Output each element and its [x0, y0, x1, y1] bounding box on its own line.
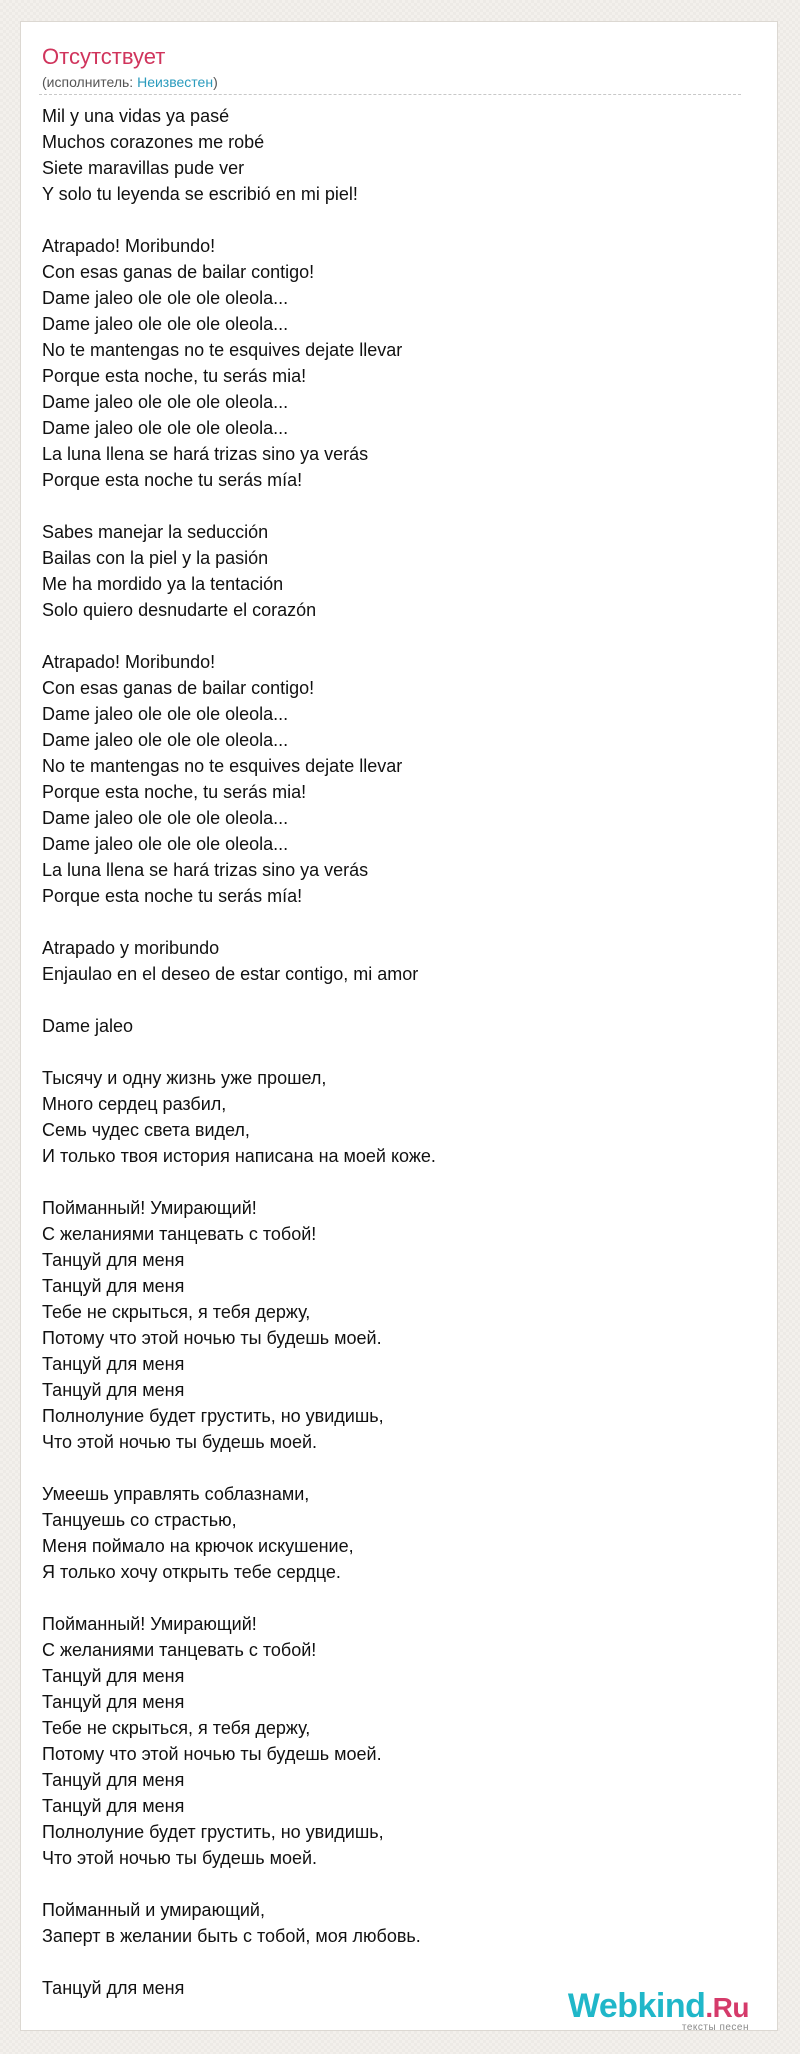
lyrics-line: Atrapado! Moribundo!: [42, 236, 216, 256]
lyrics-blank-line: [42, 1949, 742, 1975]
lyrics-line: Siete maravillas pude ver: [42, 158, 245, 178]
lyrics-blank-line: [42, 1871, 742, 1897]
header-divider: [39, 94, 741, 95]
lyrics-blank-line: [42, 493, 742, 519]
lyrics-line: Тысячу и одну жизнь уже прошел,: [42, 1068, 327, 1088]
lyrics-line: La luna llena se hará trizas sino ya verás: [42, 444, 369, 464]
lyrics-line: Танцуй для меня: [42, 1770, 185, 1790]
lyrics-line: Dame jaleo ole ole ole oleola...: [42, 730, 289, 750]
lyrics-blank-line: [42, 1039, 742, 1065]
lyrics-line: Заперт в желании быть с тобой, моя любовь.: [42, 1926, 421, 1946]
lyrics-line: Танцуй для меня: [42, 1354, 185, 1374]
lyrics-text: [42, 103, 742, 2001]
lyrics-line: Я только хочу открыть тебе сердце.: [42, 1562, 341, 1582]
lyrics-blank-line: [42, 623, 742, 649]
logo-tagline: тексты песен: [681, 2022, 749, 2033]
lyrics-line: Atrapado y moribundo: [42, 938, 220, 958]
lyrics-line: Dame jaleo ole ole ole oleola...: [42, 834, 289, 854]
lyrics-line: Con esas ganas de bailar contigo!: [42, 678, 315, 698]
logo-brand: Webkind: [567, 1987, 706, 2025]
artist-suffix: ): [213, 74, 218, 90]
lyrics-line: Тебе не скрыться, я тебя держу,: [42, 1718, 311, 1738]
lyrics-line: Пойманный! Умирающий!: [42, 1614, 257, 1634]
lyrics-line: Потому что этой ночью ты будешь моей.: [42, 1744, 382, 1764]
lyrics-line: Mil y una vidas ya pasé: [42, 106, 230, 126]
lyrics-line: Y solo tu leyenda se escribió en mi piel!: [42, 184, 358, 204]
lyrics-line: Тебе не скрыться, я тебя держу,: [42, 1302, 311, 1322]
lyrics-line: С желаниями танцевать с тобой!: [42, 1640, 317, 1660]
lyrics-line: Танцуй для меня: [42, 1978, 185, 1998]
lyrics-line: Танцуй для меня: [42, 1250, 185, 1270]
lyrics-card: [20, 21, 778, 2031]
lyrics-blank-line: [42, 1169, 742, 1195]
site-logo[interactable]: [568, 1988, 749, 2033]
lyrics-line: Bailas con la piel y la pasión: [42, 548, 269, 568]
lyrics-line: Много сердец разбил,: [42, 1094, 227, 1114]
lyrics-line: Полнолуние будет грустить, но увидишь,: [42, 1822, 384, 1842]
lyrics-line: Dame jaleo ole ole ole oleola...: [42, 704, 289, 724]
lyrics-line: La luna llena se hará trizas sino ya verás: [42, 860, 369, 880]
lyrics-line: И только твоя история написана на моей коже.: [42, 1146, 436, 1166]
lyrics-line: Пойманный и умирающий,: [42, 1900, 265, 1920]
lyrics-line: Me ha mordido ya la tentación: [42, 574, 284, 594]
artist-link[interactable]: Неизвестен: [137, 74, 214, 90]
lyrics-line: Con esas ganas de bailar contigo!: [42, 262, 315, 282]
lyrics-line: С желаниями танцевать с тобой!: [42, 1224, 317, 1244]
lyrics-line: Dame jaleo ole ole ole oleola...: [42, 418, 289, 438]
lyrics-line: Solo quiero desnudarte el corazón: [42, 600, 317, 620]
lyrics-line: Porque esta noche tu serás mía!: [42, 886, 303, 906]
lyrics-line: Muchos corazones me robé: [42, 132, 265, 152]
lyrics-line: No te mantengas no te esquives dejate llevar: [42, 756, 403, 776]
lyrics-blank-line: [42, 1455, 742, 1481]
lyrics-line: Танцуй для меня: [42, 1692, 185, 1712]
artist-line: [42, 73, 218, 91]
logo-tld: .Ru: [705, 1992, 749, 2023]
lyrics-line: Porque esta noche, tu serás mia!: [42, 782, 307, 802]
lyrics-line: Dame jaleo ole ole ole oleola...: [42, 808, 289, 828]
lyrics-line: Что этой ночью ты будешь моей.: [42, 1848, 318, 1868]
lyrics-line: Танцуй для меня: [42, 1276, 185, 1296]
lyrics-blank-line: [42, 207, 742, 233]
lyrics-blank-line: [42, 987, 742, 1013]
lyrics-line: Умеешь управлять соблазнами,: [42, 1484, 310, 1504]
lyrics-line: Porque esta noche, tu serás mia!: [42, 366, 307, 386]
song-title: Отсутствует: [42, 44, 166, 69]
lyrics-line: Dame jaleo: [42, 1016, 134, 1036]
lyrics-line: Танцуй для меня: [42, 1666, 185, 1686]
lyrics-line: No te mantengas no te esquives dejate llevar: [42, 340, 403, 360]
lyrics-line: Что этой ночью ты будешь моей.: [42, 1432, 318, 1452]
lyrics-line: Enjaulao en el deseo de estar contigo, mi amor: [42, 964, 419, 984]
lyrics-line: Танцуй для меня: [42, 1796, 185, 1816]
lyrics-line: Потому что этой ночью ты будешь моей.: [42, 1328, 382, 1348]
lyrics-line: Atrapado! Moribundo!: [42, 652, 216, 672]
lyrics-line: Семь чудес света видел,: [42, 1120, 250, 1140]
lyrics-line: Танцуй для меня: [42, 1380, 185, 1400]
lyrics-blank-line: [42, 1585, 742, 1611]
lyrics-line: Dame jaleo ole ole ole oleola...: [42, 314, 289, 334]
lyrics-line: Танцуешь со страстью,: [42, 1510, 237, 1530]
lyrics-line: Полнолуние будет грустить, но увидишь,: [42, 1406, 384, 1426]
artist-prefix: (исполнитель:: [42, 74, 138, 90]
lyrics-line: Пойманный! Умирающий!: [42, 1198, 257, 1218]
lyrics-blank-line: [42, 909, 742, 935]
lyrics-line: Porque esta noche tu serás mía!: [42, 470, 303, 490]
lyrics-line: Dame jaleo ole ole ole oleola...: [42, 392, 289, 412]
lyrics-line: Sabes manejar la seducción: [42, 522, 269, 542]
lyrics-line: Dame jaleo ole ole ole oleola...: [42, 288, 289, 308]
lyrics-line: Меня поймало на крючок искушение,: [42, 1536, 354, 1556]
